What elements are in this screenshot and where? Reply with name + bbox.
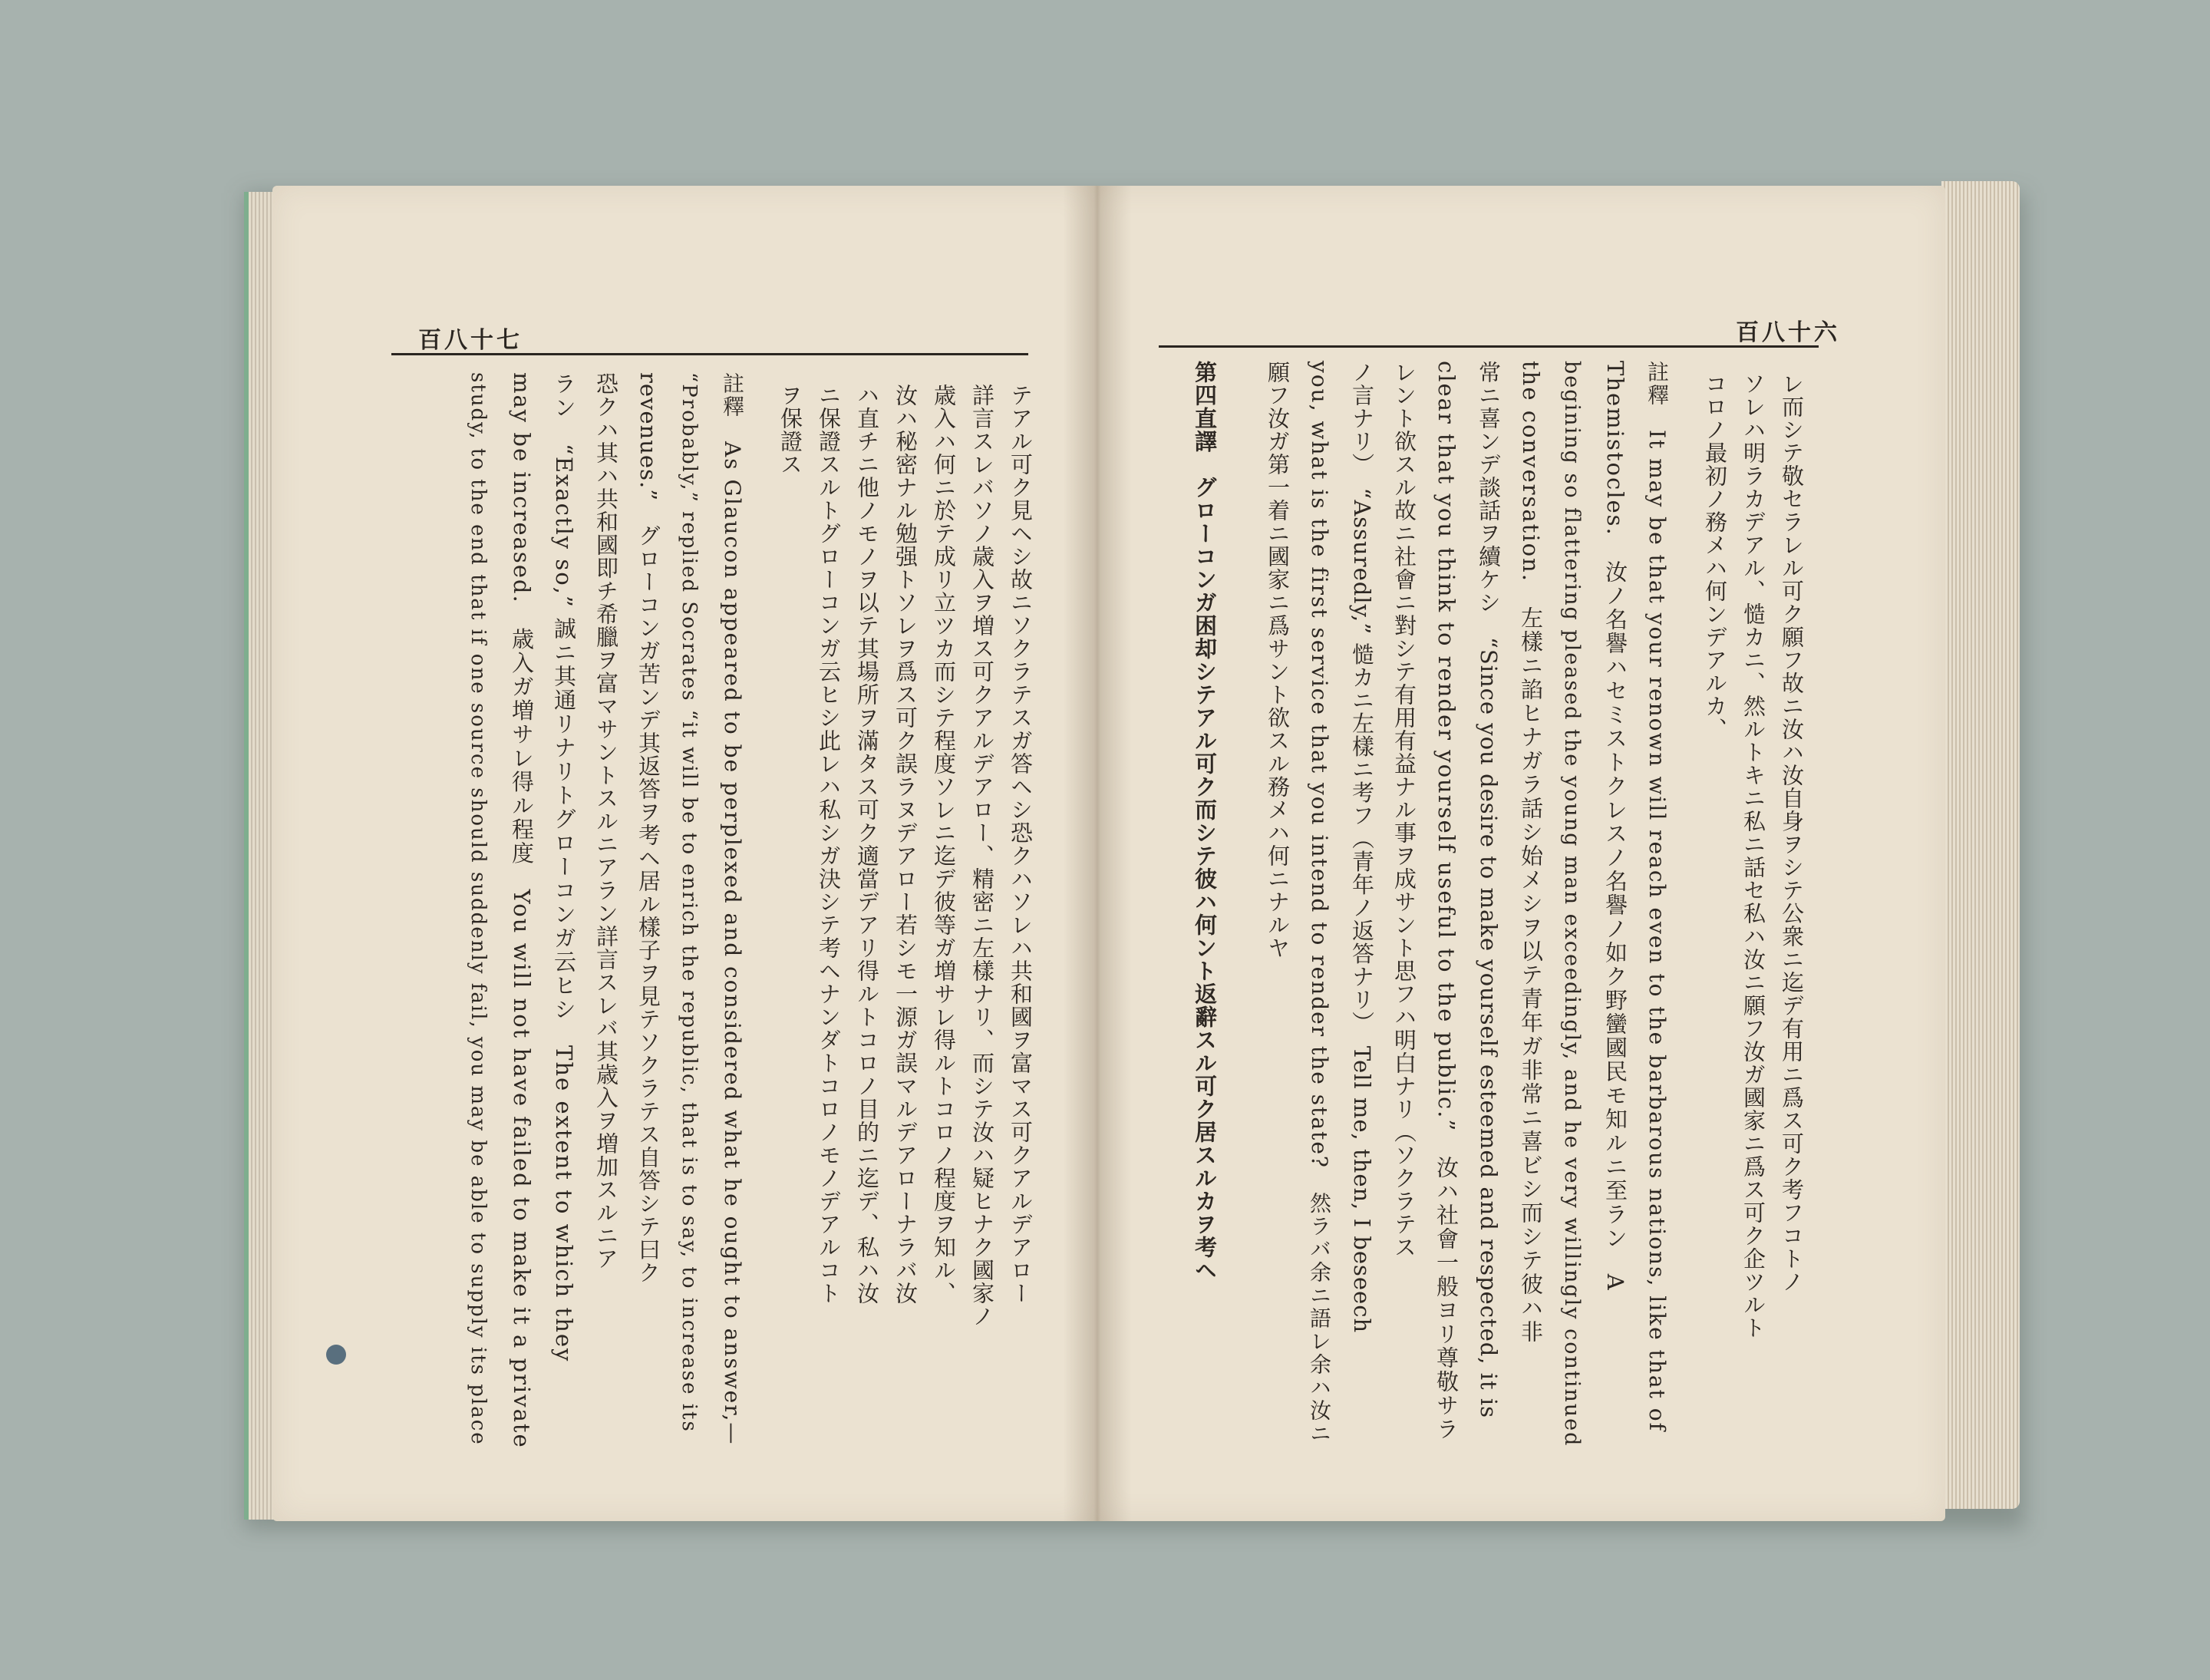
ink-stain xyxy=(326,1345,346,1365)
left-text-column: 汝ハ秘密ナル勉强トソレヲ爲ス可ク誤ラヌデアロー若シモ一源ガ誤マルデアローナラバ汝 xyxy=(892,384,919,1305)
left-text-column: ハ直チニ他ノモノヲ以テ其場所ヲ滿タス可ク適當デアリ得ルトコロノ目的ニ迄デ、私ハ汝 xyxy=(854,384,880,1305)
right-text-column: 第四直譯 グローコンガ困却シテアル可ク而シテ彼ハ何ント返辭スル可ク居スルカヲ考ヘ xyxy=(1192,361,1218,1282)
left-text-column: 歳入ハ何ニ於テ成リ立ツカ而シテ程度ソレニ迄デ彼等ガ増サレ得ルトコロノ程度ヲ知ル、 xyxy=(931,384,957,1305)
right-text-column: 願フ汝ガ第一着ニ國家ニ爲サント欲スル務メハ何ニナルヤ xyxy=(1265,361,1291,959)
left-text-column: “Probably,” replied Socrates “it will be to enrich the republic, that is to say, to increase its xyxy=(678,372,701,1433)
right-text-column: clear that you think to render yourself useful to the public.” 汝ハ社會一般ヨリ尊敬サラ xyxy=(1433,361,1460,1442)
left-text-column: revenues.” グローコンガ苦ンデ其返答ヲ考ヘ居ル樣子ヲ見テソクラテス自答シテ曰ク xyxy=(635,372,661,1285)
left-text-column: study, to the end that if one source should suddenly fail, you may be able to supply its place xyxy=(467,372,490,1446)
left-header-rule xyxy=(391,353,1028,355)
right-text-column: レ而シテ敬セラレル可ク願フ故ニ汝ハ汝自身ヲシテ公衆ニ迄デ有用ニ爲ス可ク考フコトノ xyxy=(1779,372,1805,1293)
book-gutter xyxy=(1063,186,1132,1521)
right-text-column: 註釋 It may be that your renown will reach even to the barbarous nations, like that of xyxy=(1644,361,1670,1432)
left-text-column: 詳言スレバソノ歳入ヲ増ス可クアルデアロー、精密ニ左樣ナリ、而シテ汝ハ疑ヒナク國家ノ xyxy=(969,384,995,1328)
left-text-column: may be increased. 歳入ガ増サレ得ル程度 You will not have failed to make it a private xyxy=(509,372,535,1449)
right-text-column: Themistocles. 汝ノ名譽ハセミストクレスノ名譽ノ如ク野蠻國民モ知ルニ至ラン A xyxy=(1602,361,1628,1292)
right-text-column: レント欲スル故ニ社會ニ對シテ有用有益ナル事ヲ成サント思フハ明白ナリ（ソクラテス xyxy=(1391,361,1417,1259)
right-text-column: ソレハ明ラカデアル、慥カニ、然ルトキニ私ニ話セ私ハ汝ニ願フ汝ガ國家ニ爲ス可ク企ツルト xyxy=(1740,372,1766,1339)
right-text-column: begining so flattering pleased the young man exceedingly, and he very willingly continued xyxy=(1560,361,1584,1447)
right-header-rule xyxy=(1159,345,1819,348)
right-page-number: 百八十六 xyxy=(1736,319,1840,346)
right-text-column: ノ言ナリ） “Assuredly,” 慥カニ左樣ニ考フ（青年ノ返答ナリ） Tell me, then, I beseech xyxy=(1349,361,1375,1334)
left-text-column: ニ保證スルトグローコンガ云ヒシ此レハ私シガ決シテ考ヘナンダトコロノモノデアルコト xyxy=(816,384,842,1305)
right-text-column: 常ニ喜ンデ談話ヲ續ケシ “Since you desire to make yourself esteemed and respected, it is xyxy=(1476,361,1502,1419)
left-text-column: 註釋 As Glaucon appeared to be perplexed and considered what he ought to answer,— xyxy=(720,372,745,1446)
right-fore-edge xyxy=(1941,181,2020,1509)
left-text-column: 恐クハ其ハ共和國即チ希臘ヲ富マサントスルニアラン詳言スレバ其歳入ヲ増加スルニア xyxy=(593,372,619,1270)
left-page-number: 百八十七 xyxy=(418,327,523,354)
right-text-column: you, what is the first service that you intend to render the state? 然ラバ余ニ語レ余ハ汝ニ xyxy=(1307,361,1332,1445)
right-text-column: コロノ最初ノ務メハ何ンデアルカ、 xyxy=(1702,372,1728,741)
left-text-column: ヲ保證ス xyxy=(777,384,803,476)
left-text-column: テアル可ク見ヘシ故ニソクラテスガ答ヘシ恐クハソレハ共和國ヲ富マス可クアルデアロー xyxy=(1008,384,1034,1305)
right-text-column: the conversation. 左樣ニ諂ヒナガラ話シ始メシヲ以テ青年ガ非常ニ喜ビシ而シテ彼ハ非 xyxy=(1518,361,1544,1344)
left-text-column: ラン “Exactly so,” 誠ニ其通リナリトグローコンガ云ヒシ The extent to which they xyxy=(551,372,577,1363)
